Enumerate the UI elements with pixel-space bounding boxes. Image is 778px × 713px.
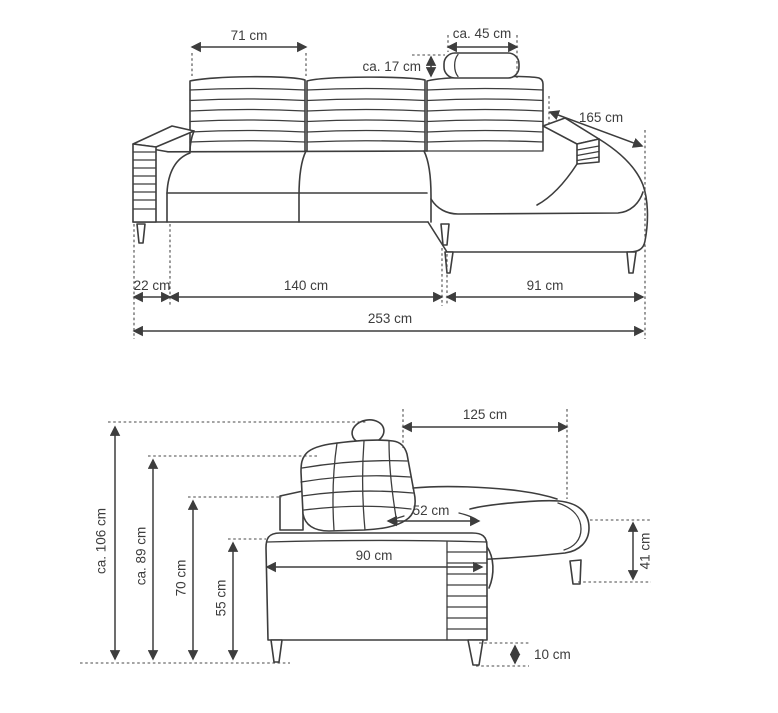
back-panel-side bbox=[280, 491, 303, 530]
backrest-cushions bbox=[190, 76, 543, 151]
armrest-height-label: 70 cm bbox=[173, 559, 189, 597]
chaise-length-label: 165 cm bbox=[578, 110, 624, 125]
side-view bbox=[80, 407, 653, 666]
armrest-width-label: 22 cm bbox=[133, 278, 171, 293]
seat-depth-label: 52 cm bbox=[412, 503, 450, 518]
armrest-depth-label: 90 cm bbox=[355, 548, 393, 563]
headrest-width-label: ca. 45 cm bbox=[452, 26, 512, 41]
total-width-label: 253 cm bbox=[367, 311, 413, 326]
headrest-front bbox=[444, 53, 519, 78]
backrest-height-label: ca. 89 cm bbox=[133, 526, 149, 586]
total-depth-label: 125 cm bbox=[462, 407, 508, 422]
chaise-front bbox=[428, 118, 647, 252]
front-view-dimension-guides bbox=[134, 35, 645, 339]
headrest-height-label: ca. 17 cm bbox=[362, 59, 421, 74]
total-height-label: ca. 106 cm bbox=[93, 507, 109, 575]
leg-height-label: 10 cm bbox=[534, 647, 571, 662]
front-view-legs bbox=[137, 224, 636, 273]
chaise-height-label: 41 cm bbox=[637, 532, 653, 570]
seat-and-base bbox=[133, 150, 431, 223]
backrest-width-label: 71 cm bbox=[230, 28, 268, 43]
seat-width-label: 140 cm bbox=[283, 278, 329, 293]
seat-height-label: 55 cm bbox=[213, 579, 229, 617]
front-view bbox=[133, 26, 647, 339]
side-view-legs bbox=[271, 640, 483, 665]
armrest-front bbox=[133, 126, 194, 222]
chaise-width-label: 91 cm bbox=[526, 278, 564, 293]
